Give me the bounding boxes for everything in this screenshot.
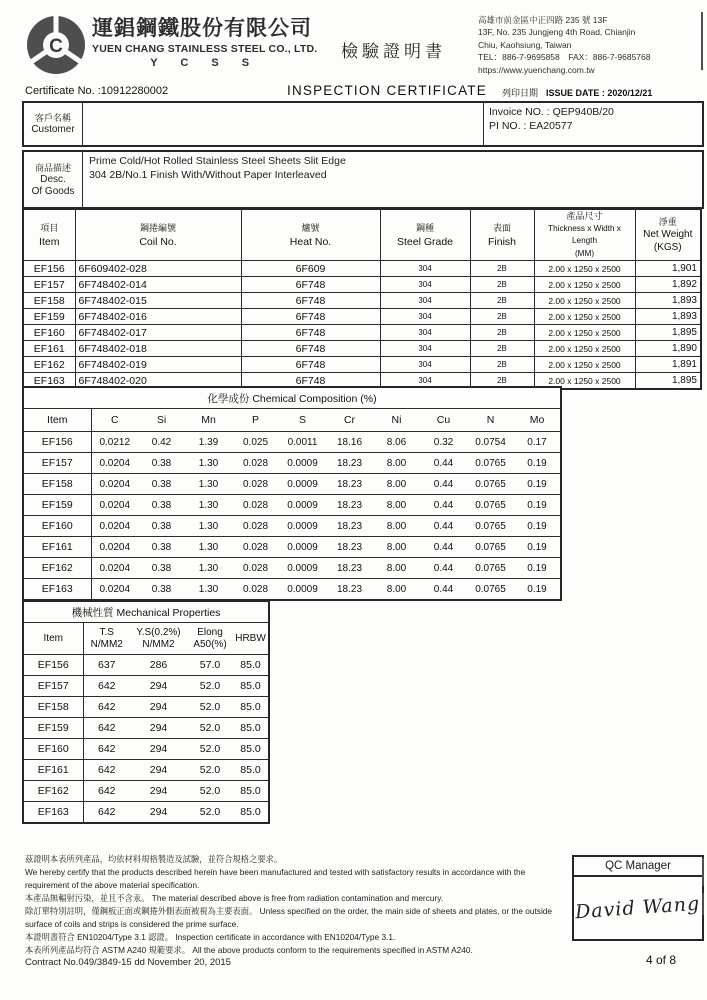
- certificate-title: INSPECTION CERTIFICATE: [287, 83, 487, 98]
- table-cell: 85.0: [233, 802, 269, 824]
- table-cell: 0.38: [138, 495, 185, 516]
- table-cell: EF156: [23, 261, 75, 277]
- table-cell: 0.19: [514, 516, 561, 537]
- table-cell: 1.30: [185, 537, 232, 558]
- table-cell: 294: [130, 697, 187, 718]
- table-cell: 52.0: [187, 697, 233, 718]
- table-cell: 6F748402-017: [75, 325, 241, 341]
- table-cell: 0.0765: [467, 516, 514, 537]
- header-cell: Ni: [373, 409, 420, 432]
- mechanical-row: [23, 718, 269, 739]
- table-cell: 52.0: [187, 718, 233, 739]
- table-cell: EF161: [23, 760, 83, 781]
- table-cell: EF163: [23, 579, 91, 601]
- table-cell: 0.0009: [279, 537, 326, 558]
- table-cell: 52.0: [187, 781, 233, 802]
- table-cell: 1,895: [635, 373, 701, 390]
- table-cell: 1.30: [185, 495, 232, 516]
- chemical-table-title: 化學成份 Chemical Composition (%): [23, 387, 561, 409]
- table-cell: 85.0: [233, 739, 269, 760]
- table-cell: 0.19: [514, 579, 561, 601]
- table-cell: 304: [380, 325, 470, 341]
- logo-letter: C: [49, 36, 63, 57]
- table-cell: EF161: [23, 341, 75, 357]
- table-cell: 0.0204: [91, 579, 138, 601]
- products-table-header: [23, 209, 701, 261]
- table-cell: 1.39: [185, 432, 232, 453]
- table-cell: 0.38: [138, 579, 185, 601]
- scan-artifact: [702, 858, 704, 886]
- table-cell: 1.30: [185, 558, 232, 579]
- qc-manager-signature: David Wang: [574, 892, 702, 924]
- table-cell: 294: [130, 718, 187, 739]
- table-cell: 1,890: [635, 341, 701, 357]
- table-cell: 8.00: [373, 579, 420, 601]
- table-cell: 52.0: [187, 676, 233, 697]
- table-cell: 0.028: [232, 453, 279, 474]
- company-abbr: Y C S S: [150, 57, 260, 69]
- table-cell: 0.19: [514, 558, 561, 579]
- table-cell: 0.38: [138, 537, 185, 558]
- table-cell: 6F748402-014: [75, 277, 241, 293]
- table-cell: 2B: [470, 325, 534, 341]
- goods-label-zh: 商品描述: [34, 162, 71, 173]
- table-cell: 2.00 x 1250 x 2500: [534, 261, 635, 277]
- table-cell: 8.00: [373, 516, 420, 537]
- chemical-row: [23, 516, 561, 537]
- table-cell: 2B: [470, 293, 534, 309]
- table-cell: EF159: [23, 718, 83, 739]
- table-cell: 0.0765: [467, 579, 514, 601]
- table-cell: 52.0: [187, 739, 233, 760]
- table-cell: 2B: [470, 373, 534, 390]
- table-cell: 0.028: [232, 579, 279, 601]
- table-cell: 6F748: [241, 277, 380, 293]
- text-line: 茲證明本表所列產品，均依材料規格製造及試驗，並符合規格之要求。: [25, 854, 283, 864]
- table-cell: 85.0: [233, 697, 269, 718]
- table-cell: 0.0204: [91, 558, 138, 579]
- scan-artifact: [702, 893, 704, 915]
- header-cell: P: [232, 409, 279, 432]
- table-cell: 2.00 x 1250 x 2500: [534, 373, 635, 390]
- table-cell: 1,895: [635, 325, 701, 341]
- product-row: [23, 309, 701, 325]
- table-cell: 2.00 x 1250 x 2500: [534, 325, 635, 341]
- table-cell: EF162: [23, 781, 83, 802]
- table-cell: 2B: [470, 261, 534, 277]
- table-cell: EF157: [23, 453, 91, 474]
- table-cell: 57.0: [187, 655, 233, 676]
- text-line: 本產品無輻射污染，並且不含汞。 The material described above is free from radiation contamination and mercury.: [25, 893, 444, 903]
- table-cell: 304: [380, 309, 470, 325]
- text-line: 304 2B/No.1 Finish With/Without Paper Interleaved: [89, 169, 327, 181]
- product-row: [23, 293, 701, 309]
- table-cell: 2B: [470, 309, 534, 325]
- table-cell: EF161: [23, 537, 91, 558]
- issue-date-label-zh: 列印日期: [502, 88, 539, 98]
- table-cell: 0.38: [138, 474, 185, 495]
- mechanical-table-title-row: [23, 601, 269, 623]
- text-line: Prime Cold/Hot Rolled Stainless Steel Sheets Slit Edge: [89, 155, 346, 167]
- table-cell: 85.0: [233, 718, 269, 739]
- issue-date-value: ISSUE DATE : 2020/12/21: [546, 88, 653, 98]
- contract-line: Contract No.049/3849-15 dd November 20, 2015: [25, 957, 231, 968]
- goods-label-en1: Desc.: [40, 173, 66, 185]
- table-cell: EF160: [23, 516, 91, 537]
- table-cell: 0.19: [514, 537, 561, 558]
- table-cell: 52.0: [187, 802, 233, 824]
- mechanical-row: [23, 802, 269, 824]
- chemical-table-title-row: [23, 387, 561, 409]
- table-cell: 18.23: [326, 453, 373, 474]
- table-cell: 6F748402-019: [75, 357, 241, 373]
- table-cell: 18.23: [326, 495, 373, 516]
- table-cell: 85.0: [233, 760, 269, 781]
- table-cell: 2.00 x 1250 x 2500: [534, 357, 635, 373]
- table-cell: 0.19: [514, 453, 561, 474]
- customer-label-en: Customer: [31, 124, 75, 135]
- table-cell: 0.0212: [91, 432, 138, 453]
- table-cell: 0.38: [138, 558, 185, 579]
- table-cell: 0.0765: [467, 558, 514, 579]
- table-cell: EF156: [23, 655, 83, 676]
- document-title-zh: 檢驗證明書: [341, 42, 446, 61]
- header-cell: Elong A50(%): [187, 623, 233, 655]
- table-cell: 0.0754: [467, 432, 514, 453]
- mechanical-row: [23, 697, 269, 718]
- table-cell: EF160: [23, 325, 75, 341]
- certification-notes: [25, 853, 570, 957]
- table-cell: 304: [380, 341, 470, 357]
- goods-label-en2: Of Goods: [31, 185, 75, 197]
- table-cell: 294: [130, 781, 187, 802]
- table-cell: 6F609402-028: [75, 261, 241, 277]
- product-row: [23, 341, 701, 357]
- table-cell: 0.028: [232, 495, 279, 516]
- table-cell: 18.23: [326, 579, 373, 601]
- chemical-row: [23, 579, 561, 601]
- page-number: 4 of 8: [646, 953, 677, 967]
- company-name-zh: 運錩鋼鐵股份有限公司: [92, 17, 312, 40]
- table-cell: 18.23: [326, 516, 373, 537]
- product-row: [23, 277, 701, 293]
- table-cell: 6F748: [241, 325, 380, 341]
- table-cell: 6F748402-015: [75, 293, 241, 309]
- table-cell: 0.0765: [467, 495, 514, 516]
- table-cell: 304: [380, 293, 470, 309]
- table-cell: 1,893: [635, 309, 701, 325]
- table-cell: 6F748: [241, 357, 380, 373]
- table-cell: 0.38: [138, 453, 185, 474]
- table-cell: 85.0: [233, 781, 269, 802]
- table-cell: 8.00: [373, 537, 420, 558]
- signature-area: [574, 877, 702, 939]
- mechanical-row: [23, 655, 269, 676]
- table-cell: 8.00: [373, 558, 420, 579]
- text-line: https://www.yuenchang.com.tw: [478, 64, 595, 75]
- text-line: 本表所列產品均符合 ASTM A240 規範要求。 All the above products conform to the requirements specified in ASTM A240.: [25, 945, 473, 955]
- company-name-en: YUEN CHANG STAINLESS STEEL CO., LTD.: [92, 43, 318, 55]
- table-cell: 0.32: [420, 432, 467, 453]
- table-cell: 8.00: [373, 453, 420, 474]
- table-cell: 6F748402-018: [75, 341, 241, 357]
- table-cell: 642: [83, 697, 130, 718]
- table-cell: 2B: [470, 277, 534, 293]
- table-cell: 8.00: [373, 474, 420, 495]
- text-line: Chiu, Kaohsiung, Taiwan: [478, 39, 572, 50]
- table-cell: 642: [83, 718, 130, 739]
- table-cell: EF163: [23, 802, 83, 824]
- header-cell: Y.S(0.2%) N/MM2: [130, 623, 187, 655]
- table-cell: 0.0204: [91, 474, 138, 495]
- table-cell: 18.23: [326, 474, 373, 495]
- table-cell: EF162: [23, 357, 75, 373]
- table-cell: 0.028: [232, 516, 279, 537]
- table-cell: 0.028: [232, 558, 279, 579]
- table-cell: 0.42: [138, 432, 185, 453]
- company-address: [478, 14, 650, 76]
- table-cell: 0.0009: [279, 516, 326, 537]
- mechanical-properties-table: [22, 600, 270, 824]
- scan-artifact: [701, 12, 703, 70]
- table-cell: EF158: [23, 697, 83, 718]
- product-row: [23, 325, 701, 341]
- table-cell: 0.0204: [91, 453, 138, 474]
- table-cell: 0.0009: [279, 579, 326, 601]
- table-cell: 304: [380, 277, 470, 293]
- chemical-row: [23, 537, 561, 558]
- table-cell: 8.06: [373, 432, 420, 453]
- table-cell: 18.23: [326, 558, 373, 579]
- mechanical-row: [23, 781, 269, 802]
- customer-section: [22, 101, 704, 147]
- table-cell: 0.0204: [91, 495, 138, 516]
- table-cell: 0.0009: [279, 558, 326, 579]
- header-cell: 鋼捲編號 Coil No.: [75, 209, 241, 261]
- table-cell: 85.0: [233, 655, 269, 676]
- header-cell: 項目 Item: [23, 209, 75, 261]
- table-cell: EF159: [23, 495, 91, 516]
- chemical-row: [23, 432, 561, 453]
- header-cell: 鋼種 Steel Grade: [380, 209, 470, 261]
- table-cell: EF159: [23, 309, 75, 325]
- header-cell: 淨重 Net Weight (KGS): [635, 209, 701, 261]
- table-cell: 8.00: [373, 495, 420, 516]
- table-cell: 304: [380, 261, 470, 277]
- header-cell: N: [467, 409, 514, 432]
- table-cell: 0.028: [232, 537, 279, 558]
- chemical-row: [23, 453, 561, 474]
- mechanical-row: [23, 739, 269, 760]
- table-cell: 642: [83, 781, 130, 802]
- header-cell: Item: [23, 623, 83, 655]
- qc-manager-title: QC Manager: [574, 857, 702, 877]
- table-cell: 637: [83, 655, 130, 676]
- table-cell: 0.028: [232, 474, 279, 495]
- table-cell: EF158: [23, 293, 75, 309]
- table-cell: 0.0204: [91, 516, 138, 537]
- table-cell: 286: [130, 655, 187, 676]
- header-cell: 表面 Finish: [470, 209, 534, 261]
- table-cell: 2B: [470, 341, 534, 357]
- table-cell: 2.00 x 1250 x 2500: [534, 277, 635, 293]
- text-line: 本證明書符合 EN10204/Type 3.1 認證。 Inspection certificate in accordance with EN10204/Type 3.1.: [25, 932, 396, 942]
- chemical-composition-table: [22, 386, 562, 601]
- pi-number: PI NO. : EA20577: [489, 120, 573, 132]
- table-cell: 0.19: [514, 495, 561, 516]
- chemical-row: [23, 558, 561, 579]
- certificate-number: Certificate No. :10912280002: [25, 85, 169, 97]
- table-cell: 0.0009: [279, 474, 326, 495]
- table-cell: EF158: [23, 474, 91, 495]
- issue-date: [502, 86, 652, 99]
- table-cell: 294: [130, 802, 187, 824]
- table-cell: 6F748: [241, 293, 380, 309]
- table-cell: 642: [83, 802, 130, 824]
- table-cell: 0.025: [232, 432, 279, 453]
- table-cell: 2.00 x 1250 x 2500: [534, 293, 635, 309]
- chemical-row: [23, 495, 561, 516]
- company-block: [92, 17, 317, 69]
- customer-value: [83, 103, 483, 145]
- table-cell: 1.30: [185, 453, 232, 474]
- mechanical-row: [23, 760, 269, 781]
- table-cell: 0.44: [420, 516, 467, 537]
- table-cell: 52.0: [187, 760, 233, 781]
- table-cell: 2.00 x 1250 x 2500: [534, 341, 635, 357]
- table-cell: 2B: [470, 357, 534, 373]
- header-cell: HRBW: [233, 623, 269, 655]
- products-table: [22, 208, 702, 390]
- header-cell: Item: [23, 409, 91, 432]
- goods-label: [24, 152, 83, 207]
- mechanical-table-header: [23, 623, 269, 655]
- company-logo-icon: [24, 13, 88, 77]
- table-cell: 0.44: [420, 474, 467, 495]
- table-cell: 1.30: [185, 516, 232, 537]
- customer-label: [24, 103, 83, 145]
- table-cell: EF157: [23, 676, 83, 697]
- text-line: 13F, No. 235 Jungjeng 4th Road, Chianjin: [478, 27, 636, 38]
- table-cell: 1,892: [635, 277, 701, 293]
- text-line: TEL：886-7-9695858 FAX：886-7-9685768: [478, 52, 651, 63]
- table-cell: 6F748402-016: [75, 309, 241, 325]
- table-cell: 1.30: [185, 579, 232, 601]
- table-cell: 0.0009: [279, 495, 326, 516]
- table-cell: 1,893: [635, 293, 701, 309]
- table-cell: 294: [130, 760, 187, 781]
- header-cell: 產品尺寸 Thickness x Width x Length (MM): [534, 209, 635, 261]
- header-cell: T.S N/MM2: [83, 623, 130, 655]
- table-cell: 294: [130, 676, 187, 697]
- table-cell: 6F748: [241, 341, 380, 357]
- table-cell: EF163: [23, 373, 75, 390]
- text-line: 高雄市前金區中正四路 235 號 13F: [478, 15, 608, 25]
- mechanical-row: [23, 676, 269, 697]
- table-cell: 6F748402-020: [75, 373, 241, 390]
- table-cell: 85.0: [233, 676, 269, 697]
- table-cell: 0.19: [514, 474, 561, 495]
- table-cell: 304: [380, 357, 470, 373]
- mechanical-table-title: 機械性質 Mechanical Properties: [23, 601, 269, 623]
- table-cell: 0.0765: [467, 537, 514, 558]
- table-cell: 0.44: [420, 579, 467, 601]
- table-cell: 6F748: [241, 309, 380, 325]
- table-cell: 18.16: [326, 432, 373, 453]
- table-cell: 642: [83, 676, 130, 697]
- header-cell: C: [91, 409, 138, 432]
- table-cell: 6F609: [241, 261, 380, 277]
- table-cell: EF156: [23, 432, 91, 453]
- table-cell: 304: [380, 373, 470, 390]
- table-cell: 0.44: [420, 537, 467, 558]
- table-cell: 0.0009: [279, 453, 326, 474]
- goods-description: [83, 152, 702, 207]
- customer-label-zh: 客戶名稱: [34, 113, 71, 123]
- table-cell: 294: [130, 739, 187, 760]
- product-row: [23, 261, 701, 277]
- table-cell: 0.17: [514, 432, 561, 453]
- header-cell: Cu: [420, 409, 467, 432]
- invoice-info: [483, 103, 702, 145]
- table-cell: EF162: [23, 558, 91, 579]
- table-cell: 1.30: [185, 474, 232, 495]
- table-cell: 0.0204: [91, 537, 138, 558]
- header-cell: S: [279, 409, 326, 432]
- goods-section: [22, 150, 704, 209]
- table-cell: 0.44: [420, 453, 467, 474]
- table-cell: 0.0011: [279, 432, 326, 453]
- table-cell: 0.44: [420, 558, 467, 579]
- table-cell: 0.0765: [467, 453, 514, 474]
- chemical-table-header: [23, 409, 561, 432]
- table-cell: EF157: [23, 277, 75, 293]
- text-line: 除訂單特別註明，僅鋼板正面或鋼捲外側表面被視為主要表面。 Unless specified on the order, the main side of sheets and plates, or the outside surface of coils and strips is considered the prime surface.: [25, 906, 553, 929]
- header-cell: Mn: [185, 409, 232, 432]
- table-cell: 642: [83, 760, 130, 781]
- table-cell: 0.44: [420, 495, 467, 516]
- header-cell: Mo: [514, 409, 561, 432]
- invoice-number: Invoice NO. : QEP940B/20: [489, 106, 614, 118]
- table-cell: EF160: [23, 739, 83, 760]
- header-cell: Si: [138, 409, 185, 432]
- table-cell: 0.0765: [467, 474, 514, 495]
- table-cell: 1,901: [635, 261, 701, 277]
- qc-manager-box: [572, 855, 704, 941]
- header-cell: Cr: [326, 409, 373, 432]
- table-cell: 18.23: [326, 537, 373, 558]
- table-cell: 642: [83, 739, 130, 760]
- table-cell: 6F748: [241, 373, 380, 390]
- table-cell: 0.38: [138, 516, 185, 537]
- table-cell: 2.00 x 1250 x 2500: [534, 309, 635, 325]
- text-line: We hereby certify that the products described herein have been manufactured and tested with satisfactory results in accordance with the requirement of the above material specification.: [25, 867, 526, 890]
- header-cell: 爐號 Heat No.: [241, 209, 380, 261]
- chemical-row: [23, 474, 561, 495]
- product-row: [23, 357, 701, 373]
- table-cell: 1,891: [635, 357, 701, 373]
